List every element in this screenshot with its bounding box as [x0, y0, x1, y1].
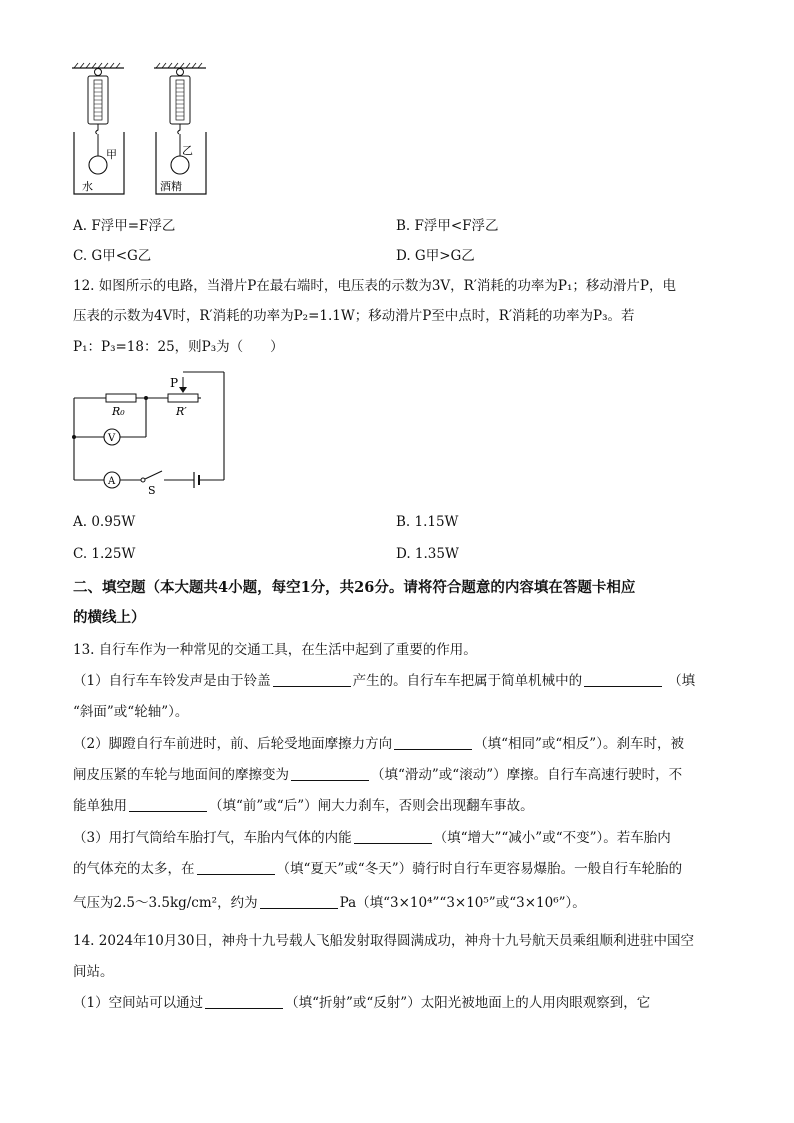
q14-line-1: 14. 2024年10月30日，神舟十九号载人飞船发射取得圆满成功，神舟十九号航天员乘组顺利进驻中国空	[73, 933, 694, 949]
spring-scale-figure	[60, 62, 220, 202]
q13-text: （填“滑动”或“滚动”）摩擦。自行车高速行驶时，不	[371, 767, 683, 783]
q13-part2-line3	[73, 796, 534, 816]
q13-text: 的气体充的太多，在	[73, 861, 195, 877]
q12-option-a: A. 0.95W	[73, 514, 136, 530]
q14-part1-line1	[73, 993, 650, 1013]
q13-text: 产生的。自行车车把属于简单机械中的	[352, 673, 583, 689]
answer-blank[interactable]	[291, 766, 369, 781]
answer-blank[interactable]	[205, 994, 283, 1009]
water-label: 水	[82, 180, 93, 193]
q13-text: （填“夏天”或“冬天”）骑行时自行车更容易爆胎。一般自行车轮胎的	[276, 861, 683, 877]
answer-blank[interactable]	[260, 894, 338, 909]
q13-part3-line1	[73, 828, 671, 848]
rprime-label: R′	[176, 405, 187, 418]
q12-option-c: C. 1.25W	[73, 546, 136, 562]
q13-part1-line1	[73, 671, 695, 691]
section-2-title-line-1: 二、填空题（本大题共4小题，每空1分，共26分。请将符合题意的内容填在答题卡相应	[73, 579, 636, 596]
q13-text: 闸皮压紧的车轮与地面间的摩擦变为	[73, 767, 289, 783]
q13-stem: 13. 自行车作为一种常见的交通工具，在生活中起到了重要的作用。	[73, 642, 477, 658]
answer-blank[interactable]	[584, 672, 662, 687]
q13-part2-line2	[73, 765, 682, 785]
answer-blank[interactable]	[273, 672, 351, 687]
answer-blank[interactable]	[394, 735, 472, 750]
q13-text: （2）脚蹬自行车前进时，前、后轮受地面摩擦力方向	[73, 736, 393, 752]
q12-line-1: 12. 如图所示的电路，当滑片P在最右端时，电压表的示数为3V，R′消耗的功率为P₁；移动滑片P，电	[73, 278, 676, 294]
circuit-diagram	[66, 365, 236, 500]
q13-text: （填	[668, 673, 696, 689]
q13-part1-line2: “斜面”或“轮轴”）。	[73, 704, 189, 720]
q13-text: （1）自行车车铃发声是由于铃盖	[73, 673, 271, 689]
q11-option-a: A. F浮甲=F浮乙	[73, 218, 176, 234]
answer-blank[interactable]	[197, 860, 275, 875]
answer-blank[interactable]	[129, 797, 207, 812]
ammeter-label: A	[108, 476, 116, 487]
q13-text: Pa（填“3×10⁴”“3×10⁵”或“3×10⁶”）。	[339, 895, 586, 911]
q13-text: （填“增大”“减小”或“不变”）。若车胎内	[433, 830, 671, 846]
voltmeter-label: V	[108, 433, 116, 444]
q12-option-d: D. 1.35W	[396, 546, 459, 562]
q11-option-d: D. G甲>G乙	[396, 248, 475, 264]
section-2-title-line-2: 的横线上）	[73, 609, 146, 626]
q13-text: （填“前”或“后”）闸大力刹车，否则会出现翻车事故。	[209, 798, 534, 814]
q13-text: （3）用打气筒给车胎打气，车胎内气体的内能	[73, 830, 352, 846]
alcohol-label: 酒精	[160, 180, 182, 193]
q14-line-2: 间站。	[73, 964, 114, 980]
q12-line-3: P₁：P₃=18：25，则P₃为（ ）	[73, 339, 284, 355]
switch-label: S	[148, 484, 156, 497]
q11-option-b: B. F浮甲<F浮乙	[396, 218, 499, 234]
q12-option-b: B. 1.15W	[396, 514, 459, 530]
ball-b-label: 乙	[182, 144, 193, 157]
q13-part2-line1	[73, 734, 684, 754]
q13-text: 能单独用	[73, 798, 127, 814]
q13-part3-line2	[73, 859, 682, 879]
answer-blank[interactable]	[354, 829, 432, 844]
q13-part3-line3	[73, 893, 586, 913]
q14-text: （填“折射”或“反射”）太阳光被地面上的人用肉眼观察到，它	[285, 995, 651, 1011]
q14-text: （1）空间站可以通过	[73, 995, 204, 1011]
q13-text: （填“相同”或“相反”）。刹车时，被	[474, 736, 684, 752]
slider-p-label: P	[170, 376, 179, 390]
q13-text: 气压为2.5～3.5kg/cm²，约为	[73, 895, 258, 911]
q11-option-c: C. G甲<G乙	[73, 248, 152, 264]
q12-line-2: 压表的示数为4V时，R′消耗的功率为P₂=1.1W；移动滑片P至中点时，R′消耗的功率为P₃。若	[73, 308, 635, 324]
r0-label: R₀	[112, 405, 125, 418]
ball-a-label: 甲	[106, 148, 117, 161]
